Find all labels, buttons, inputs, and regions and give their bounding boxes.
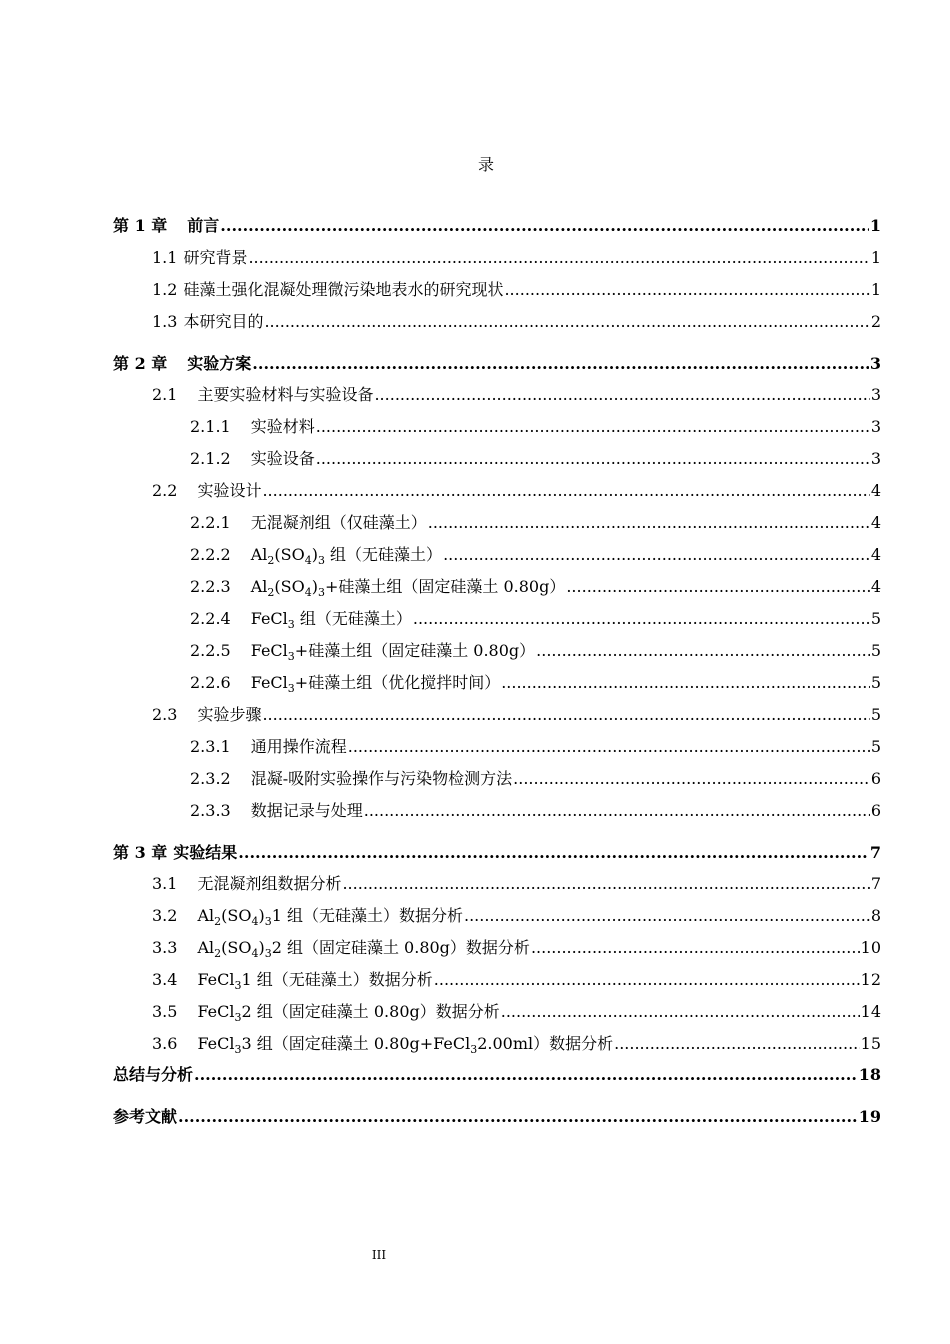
toc-leader-dots — [413, 607, 870, 631]
toc-entry-title — [190, 671, 500, 695]
toc-leader-dots — [428, 511, 870, 535]
toc-entry-text: $Al_2(SO_4)_32$ 组（固定硅藻土 0.80g）数据分析 — [197, 938, 530, 961]
toc-entry-text: FeCl$_3$3 组（固定硅藻土 0.80g+FeCl$_3$2.00ml）数据分析 — [197, 1034, 614, 1057]
toc-entry-number: 2.2 — [152, 481, 178, 500]
toc-entry-text: FeCl$_3$+硅藻土组（固定硅藻土 0.80g） — [250, 641, 536, 664]
toc-entry-title — [190, 415, 315, 439]
toc-entry-title — [190, 735, 347, 759]
toc-entry-text: 参考文献 — [113, 1107, 178, 1126]
toc-entry-page: 10 — [860, 938, 881, 957]
toc-entry-title — [152, 278, 503, 302]
toc-entry-text: $Al_2(SO_4)_31$ 组（无硅藻土）数据分析 — [197, 906, 463, 929]
toc-leader-dots — [501, 671, 870, 695]
toc-leader-dots — [513, 767, 870, 791]
toc-entry-number: 2.3.1 — [190, 737, 231, 756]
toc-entry-text: 通用操作流程 — [250, 737, 347, 756]
toc-entry[interactable] — [190, 575, 881, 599]
toc-entry-number: 3.4 — [152, 970, 178, 989]
toc-leader-dots — [614, 1032, 860, 1056]
toc-entry[interactable] — [152, 383, 881, 407]
toc-entry-number: 2.2.1 — [190, 513, 231, 532]
toc-entry-number: 3.3 — [152, 938, 178, 957]
toc-entry-number: 1.2 — [152, 280, 178, 299]
toc-leader-dots — [262, 479, 869, 503]
toc-entry-text: 实验结果 — [173, 843, 238, 862]
toc-entry-title — [190, 799, 363, 823]
toc-entry-number: 2.3 — [152, 705, 178, 724]
toc-entry-text: 前言 — [187, 216, 220, 235]
toc-entry-title — [152, 872, 341, 896]
toc-leader-dots — [252, 352, 869, 376]
toc-leader-dots — [443, 543, 870, 567]
toc-leader-dots — [316, 415, 870, 439]
toc-entry[interactable] — [190, 799, 881, 823]
toc-entry[interactable] — [152, 479, 881, 503]
toc-entry-text: 研究背景 — [183, 248, 248, 267]
toc-leader-dots — [342, 872, 869, 896]
toc-entry-text: $Al_2(SO_4)_3+$硅藻土组（固定硅藻土 0.80g） — [250, 577, 566, 600]
toc-leader-dots — [504, 278, 869, 302]
toc-entry-page: 4 — [870, 513, 881, 532]
toc-entry-number: 2.2.4 — [190, 609, 231, 628]
toc-entry-title — [113, 1105, 177, 1129]
toc-entry[interactable] — [190, 767, 881, 791]
toc-leader-dots — [178, 1105, 858, 1129]
toc-entry-text: 硅藻土强化混凝处理微污染地表水的研究现状 — [183, 280, 504, 299]
toc-entry-text: 主要实验材料与实验设备 — [197, 385, 374, 404]
toc-entry-number: 1.1 — [152, 248, 178, 267]
toc-entry-number: 2.2.6 — [190, 673, 231, 692]
toc-entry-title — [190, 575, 565, 599]
toc-leader-dots — [316, 447, 870, 471]
toc-leader-dots — [264, 310, 869, 334]
toc-entry-text: 无混凝剂组数据分析 — [197, 874, 342, 893]
toc-leader-dots — [536, 639, 870, 663]
toc-entry-page: 4 — [870, 577, 881, 596]
toc-leader-dots — [262, 703, 869, 727]
toc-leader-dots — [374, 383, 869, 407]
toc-entry-title — [152, 246, 247, 270]
toc-entry-page: 3 — [870, 417, 881, 436]
toc-entry-number: 第 3 章 — [113, 843, 168, 862]
toc-entry[interactable] — [152, 246, 881, 270]
toc-entry-text: 实验设计 — [197, 481, 262, 500]
toc-entry-page: 14 — [860, 1002, 881, 1021]
toc-entry-text: 总结与分析 — [113, 1065, 194, 1084]
toc-entry-text: 本研究目的 — [183, 312, 264, 331]
toc-entry-page: 5 — [870, 641, 881, 660]
toc-leader-dots — [348, 735, 870, 759]
toc-entry[interactable] — [190, 639, 881, 663]
toc-entry-page: 6 — [870, 801, 881, 820]
toc-entry-page: 19 — [858, 1107, 881, 1126]
toc-entry-page: 4 — [870, 481, 881, 500]
toc-entry-number: 3.1 — [152, 874, 178, 893]
toc-entry[interactable] — [113, 841, 881, 865]
toc-entry-number: 第 2 章 — [113, 354, 168, 373]
toc-entry[interactable] — [190, 447, 881, 471]
toc-heading: 录 — [477, 155, 494, 174]
toc-entry-number: 2.3.3 — [190, 801, 231, 820]
toc-entry-title — [113, 841, 237, 865]
toc-leader-dots — [364, 799, 870, 823]
toc-entry[interactable] — [152, 1000, 881, 1024]
toc-entry-page: 3 — [869, 354, 881, 373]
toc-entry-number: 3.2 — [152, 906, 178, 925]
toc-entry-title — [152, 936, 530, 960]
toc-entry-title — [152, 1032, 613, 1056]
toc-entry-title — [190, 511, 427, 535]
toc-entry[interactable] — [152, 703, 881, 727]
toc-entry-page: 1 — [870, 280, 881, 299]
toc-entry-title — [113, 214, 219, 238]
toc-leader-dots — [501, 1000, 860, 1024]
toc-entry-title — [152, 479, 261, 503]
toc-entry-title — [190, 767, 512, 791]
toc-entry-text: FeCl$_3$ 组（无硅藻土） — [250, 609, 412, 632]
toc-entry-text: 实验材料 — [250, 417, 315, 436]
toc-leader-dots — [464, 904, 870, 928]
toc-entry[interactable] — [113, 352, 881, 376]
toc-leader-dots — [194, 1063, 858, 1087]
toc-entry-page: 6 — [870, 769, 881, 788]
toc-leader-dots — [434, 968, 860, 992]
toc-entry-title — [113, 1063, 193, 1087]
toc-entry-number: 2.2.3 — [190, 577, 231, 596]
toc-entry-page: 5 — [870, 673, 881, 692]
toc-entry-page: 8 — [870, 906, 881, 925]
toc-entry-number: 2.1 — [152, 385, 178, 404]
toc-entry-page: 3 — [870, 449, 881, 468]
toc-entry[interactable] — [190, 607, 881, 631]
toc-entry-number: 2.2.2 — [190, 545, 231, 564]
toc-entry-page: 2 — [870, 312, 881, 331]
page-number-footer: III — [371, 1248, 387, 1262]
toc-entry[interactable] — [152, 278, 881, 302]
toc-entry[interactable] — [190, 735, 881, 759]
toc-entry-text: FeCl$_3$2 组（固定硅藻土 0.80g）数据分析 — [197, 1002, 500, 1025]
toc-entry-page: 12 — [860, 970, 881, 989]
toc-entry-page: 1 — [870, 248, 881, 267]
toc-entry[interactable] — [152, 310, 881, 334]
toc-entry[interactable] — [190, 415, 881, 439]
toc-entry-number: 2.3.2 — [190, 769, 231, 788]
toc-entry[interactable] — [190, 671, 881, 695]
toc-entry[interactable] — [190, 543, 881, 567]
toc-leader-dots — [248, 246, 869, 270]
toc-leader-dots — [238, 841, 869, 865]
toc-entry-title — [152, 703, 261, 727]
toc-entry[interactable] — [152, 936, 881, 960]
toc-entry-page: 7 — [869, 843, 881, 862]
toc-leader-dots — [566, 575, 869, 599]
toc-entry-title — [152, 310, 263, 334]
toc-entry-page: 18 — [858, 1065, 881, 1084]
toc-entry-number: 1.3 — [152, 312, 178, 331]
toc-entry-text: 实验步骤 — [197, 705, 262, 724]
toc-entry-page: 3 — [870, 385, 881, 404]
toc-entry-number: 3.5 — [152, 1002, 178, 1021]
toc-entry[interactable] — [113, 1105, 881, 1129]
toc-entry[interactable] — [152, 904, 881, 928]
toc-entry-page: 1 — [869, 216, 881, 235]
toc-entry-page: 4 — [870, 545, 881, 564]
toc-entry-number: 3.6 — [152, 1034, 178, 1053]
toc-entry[interactable] — [152, 968, 881, 992]
toc-entry-title — [152, 383, 373, 407]
toc-entry-text: 混凝-吸附实验操作与污染物检测方法 — [250, 769, 513, 788]
toc-entry[interactable] — [152, 872, 881, 896]
toc-entry-text: FeCl$_3$+硅藻土组（优化搅拌时间） — [250, 673, 501, 696]
toc-entry-text: 实验方案 — [187, 354, 252, 373]
toc-leader-dots — [220, 214, 869, 238]
toc-entry[interactable] — [152, 1032, 881, 1056]
toc-entry-text: 数据记录与处理 — [250, 801, 363, 820]
toc-entry-number: 2.2.5 — [190, 641, 231, 660]
toc-entry-title — [190, 543, 442, 567]
toc-entry-title — [190, 639, 535, 663]
toc-entry-title — [152, 1000, 500, 1024]
toc-entry-text: FeCl$_3$1 组（无硅藻土）数据分析 — [197, 970, 433, 993]
toc-entry-number: 2.1.2 — [190, 449, 231, 468]
toc-entry-text: $Al_2(SO_4)_3$ 组（无硅藻土） — [250, 545, 443, 568]
toc-entry-text: 实验设备 — [250, 449, 315, 468]
toc-entry-title — [190, 447, 315, 471]
toc-entry-page: 5 — [870, 737, 881, 756]
toc-entry-page: 5 — [870, 609, 881, 628]
toc-entry-number: 第 1 章 — [113, 216, 168, 235]
toc-entry-page: 7 — [870, 874, 881, 893]
toc-entry-page: 5 — [870, 705, 881, 724]
toc-leader-dots — [531, 936, 860, 960]
toc-entry-page: 15 — [860, 1034, 881, 1053]
toc-entry-title — [152, 968, 433, 992]
toc-entry[interactable] — [190, 511, 881, 535]
toc-entry[interactable] — [113, 1063, 881, 1087]
toc-entry[interactable] — [113, 214, 881, 238]
toc-entry-title — [113, 352, 251, 376]
toc-entry-title — [152, 904, 463, 928]
toc-entry-text: 无混凝剂组（仅硅藻土） — [250, 513, 427, 532]
toc-entry-title — [190, 607, 412, 631]
toc-entry-number: 2.1.1 — [190, 417, 231, 436]
